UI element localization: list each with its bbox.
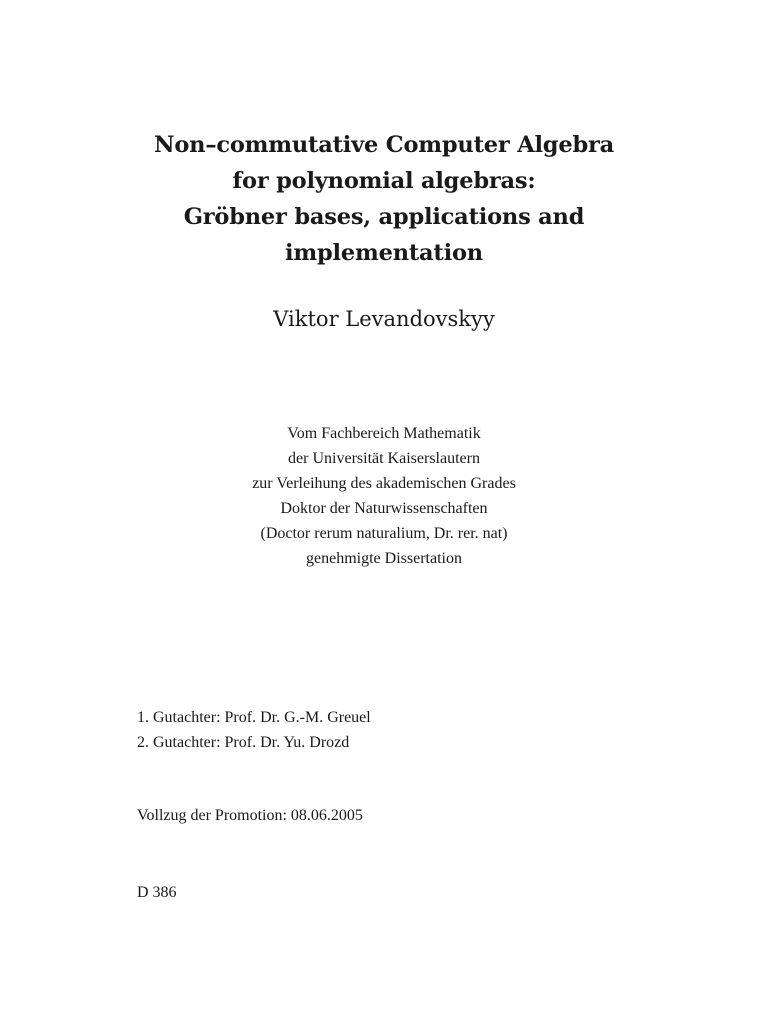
affiliation-line-6: genehmigte Dissertation bbox=[306, 550, 462, 567]
title-line-4: implementation bbox=[285, 240, 483, 266]
referee-1: 1. Gutachter: Prof. Dr. G.-M. Greuel bbox=[137, 709, 371, 726]
dissertation-number: D 386 bbox=[137, 884, 177, 901]
title-line-2: for polynomial algebras: bbox=[232, 168, 536, 194]
title-line-3: Gröbner bases, applications and bbox=[183, 204, 585, 230]
affiliation-line-5: (Doctor rerum naturalium, Dr. rer. nat) bbox=[260, 525, 508, 542]
referee-2: 2. Gutachter: Prof. Dr. Yu. Drozd bbox=[137, 734, 350, 751]
affiliation-block bbox=[0, 421, 768, 571]
promotion-date: Vollzug der Promotion: 08.06.2005 bbox=[137, 807, 363, 824]
title-line-1: Non–commutative Computer Algebra bbox=[153, 132, 615, 158]
affiliation-line-4: Doktor der Naturwissenschaften bbox=[280, 500, 488, 517]
referees-block bbox=[137, 705, 371, 755]
thesis-title bbox=[0, 127, 768, 271]
affiliation-line-2: der Universität Kaiserslautern bbox=[288, 450, 480, 467]
affiliation-line-1: Vom Fachbereich Mathematik bbox=[287, 425, 481, 442]
author-name: Viktor Levandovskyy bbox=[273, 307, 495, 331]
affiliation-line-3: zur Verleihung des akademischen Grades bbox=[252, 475, 516, 492]
